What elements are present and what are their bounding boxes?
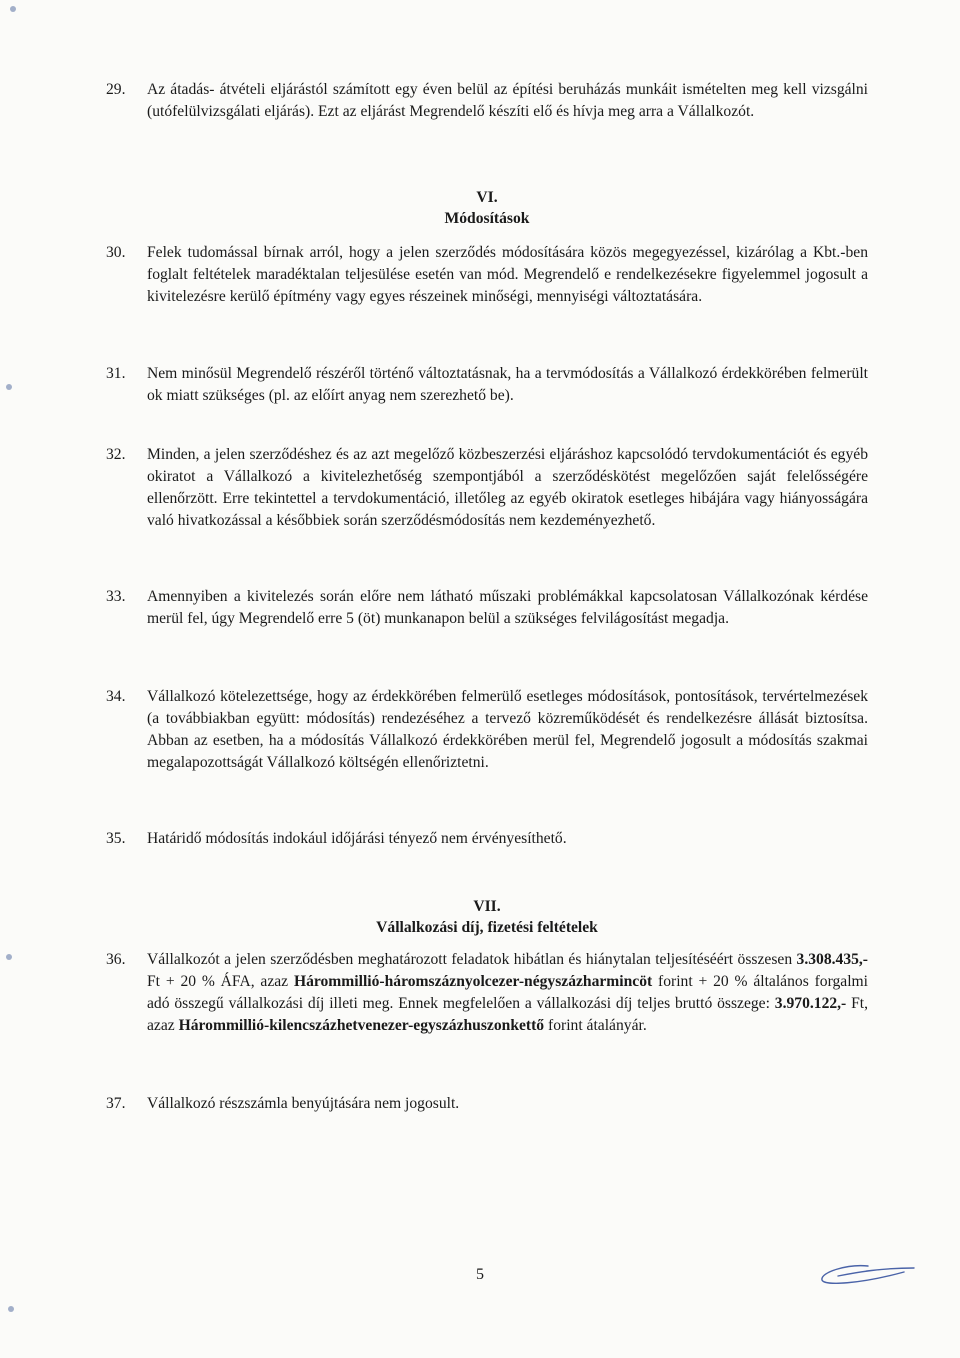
paragraph-number: 36. [106,951,126,968]
section-number: VII. [473,898,501,915]
net-amount: 3.308.435,- [796,951,868,968]
paragraph-text: Nem minősül Megrendelő részéről történő változtatásnak, ha a tervmódosítás a Vállalkozó érdekkörében felmerült ok miatt szükséges (pl. az előírt anyag nem szerezhető be). [147,365,868,404]
section-title: Vállalkozási díj, fizetési feltételek [376,919,598,936]
paragraph-number: 34. [106,688,126,705]
paragraph-number: 33. [106,588,126,605]
net-amount-words: Hárommillió-háromszáznyolcezer-négyszázharmincöt [293,973,653,990]
paragraph-text: Minden, a jelen szerződéshez és az azt megelőző közbeszerzési eljáráshoz kapcsolódó tervdokumentációt és egyéb okiratot a Vállalkozó a kivitelezhetőség szempontjából a szerződéskötést megelőzően saját felelősségére ellenőrzött. Erre tekintettel a tervdokumentáció, illetőleg az egyéb okiratok esetleges hibájára vagy hiányosságára való hivatkozással a későbbiek során szerződésmódosítás nem kezdeményezhető. [147,446,868,529]
paragraph-35 [106,828,868,850]
paragraph-36 [106,949,868,1037]
text-run: Vállalkozót a jelen szerződésben meghatározott feladatok hibátlan és hiánytalan teljesítéséért összesen [147,951,797,968]
paragraph-number: 29. [106,81,126,98]
text-run: forint átalányár. [544,1017,647,1034]
paragraph-text: Felek tudomással bírnak arról, hogy a jelen szerződés módosítására közös megegyezéssel, kizárólag a Kbt.-ben foglalt feltételek maradéktalan teljesülése esetén van mód. Megrendelő e rendelkezésekre figyelemmel jogosult a kivitelezésre kerülő építmény vagy egyes részeinek minőségi, mennyiségi változtatására. [147,244,868,305]
paragraph-text: Az átadás- átvételi eljárástól számított egy éven belül az építési beruházás munkáit ismételten meg kell vizsgálni (utófelülvizsgálati eljárás). Ezt az eljárást Megrendelő készíti elő és hívja meg arra a Vállalkozót. [147,81,868,120]
paragraph-29 [106,79,868,123]
text-run: Ft, azaz [147,995,869,1034]
text-run: forint + 20 % általános forgalmi adó összegű vállalkozási díj illeti meg. Ennek megfelelően a vállalkozási díj teljes bruttó összege: [147,973,868,1012]
paragraph-30 [106,242,868,308]
paragraph-text: Amennyiben a kivitelezés során előre nem látható műszaki problémákkal kapcsolatosan Vállalkozónak kérdése merül fel, úgy Megrendelő erre 5 (öt) munkanapon belül a szükséges felvilágosítást megadja. [147,588,868,627]
gross-amount-words: Hárommillió-kilencszázhetvenezer-egyszázhuszonkettő [178,1017,545,1034]
paragraph-number: 30. [106,244,126,261]
signature-mark [808,1254,918,1294]
binding-mark [10,6,16,12]
paragraph-number: 31. [106,365,126,382]
paragraph-text: Vállalkozó részszámla benyújtására nem jogosult. [147,1095,460,1112]
binding-mark [8,1306,14,1312]
paragraph-32 [106,444,868,532]
paragraph-number: 32. [106,446,126,463]
binding-mark [6,954,12,960]
text-run: Ft + 20 % ÁFA, azaz [147,973,294,990]
paragraph-number: 35. [106,830,126,847]
paragraph-number: 37. [106,1095,126,1112]
paragraph-33 [106,586,868,630]
paragraph-37 [106,1093,868,1115]
paragraph-text: Vállalkozó kötelezettsége, hogy az érdekkörében felmerülő esetleges módosítások, pontosítások, tervértelmezések (a továbbiakban együtt: módosítás) rendezéséhez a tervező közreműködését és rendelkezésre állását biztosítsa. Abban az esetben, ha a módosítás Vállalkozó érdekkörében merül fel, Megrendelő jogosult a módosítás szakmai megalapozottságát Vállalkozó költségén ellenőriztetni. [147,688,868,771]
paragraph-text [147,949,868,1037]
binding-mark [6,384,12,390]
paragraph-text: Határidő módosítás indokául időjárási tényező nem érvényesíthető. [147,830,567,847]
section-number: VI. [476,189,498,206]
gross-amount: 3.970.122,- [774,995,847,1012]
paragraph-34 [106,686,868,774]
paragraph-31 [106,363,868,407]
page-number: 5 [476,1266,484,1283]
section-title: Módosítások [444,210,530,227]
